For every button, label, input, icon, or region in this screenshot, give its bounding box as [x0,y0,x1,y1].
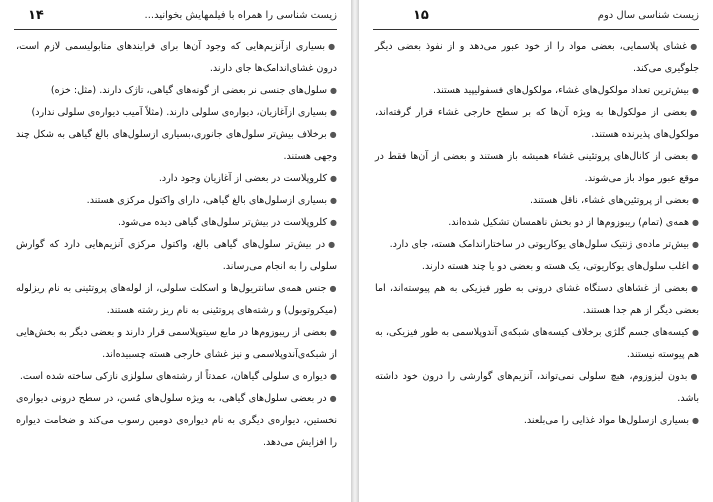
book-gutter [351,0,359,502]
bullet-icon: ● [329,284,337,293]
paragraph-text: دیواره ی سلولی گیاهان، عمدتاً از رشته‌های سلولزی نازکی ساخته شده است. [19,371,328,382]
paragraph-text: بسیاری ازسلول‌ها مواد غذایی را می‌بلعند. [523,415,690,426]
left-page-header [14,6,337,28]
bullet-icon: ● [692,86,699,95]
paragraph [375,234,699,256]
paragraph [16,36,337,80]
bullet-icon: ● [330,372,337,381]
paragraph-text: بدون لیزوزوم، هیچ سلولی نمی‌تواند، آنزیم‌های گوارشی را درون خود داشته باشد. [375,371,699,404]
paragraph [16,278,337,322]
left-header-divider [14,29,337,30]
left-page-body [16,36,337,454]
paragraph-text: بسیاری ازسلول‌های بالغ گیاهی، دارای واکتول مرکزی هستند. [86,195,328,206]
paragraph-text: کلروپلاست در بعضی از آغازیان وجود دارد. [158,173,328,184]
paragraph [375,146,699,190]
paragraph [375,322,699,366]
right-page [359,0,713,502]
paragraph-text: بسیاری ازآنزیم‌هایی که وجود آن‌ها برای فرایندهای متابولیسمی لازم است، درون غشای‌اندامک‌ها جای دارند. [16,41,337,74]
paragraph-text: بیش‌تر ماده‌ی ژنتیک سلول‌های یوکاریوتی در ساختاراندامک هسته، جای دارد. [389,239,690,250]
bullet-icon: ● [691,328,700,337]
paragraph [16,80,337,102]
paragraph [16,234,337,278]
paragraph-text: بیش‌ترین تعداد مولکول‌های غشاء، مولکول‌های فسفولیپید هستند. [433,85,690,96]
bullet-icon: ● [330,174,337,183]
paragraph [375,212,699,234]
paragraph [16,124,337,168]
bullet-icon: ● [692,262,699,271]
paragraph-text: کلروپلاست در بیش‌تر سلول‌های گیاهی دیده می‌شود. [118,217,328,228]
paragraph [375,80,699,102]
paragraph-text: بعضی از غشاهای دستگاه غشای درونی به طور فیزیکی به هم پیوسته‌اند، اما بعضی دیگر از هم جدا هستند. [375,283,699,316]
paragraph [375,36,699,80]
bullet-icon: ● [692,218,699,227]
bullet-icon: ● [690,108,699,117]
bullet-icon: ● [329,394,337,403]
bullet-icon: ● [329,130,337,139]
bullet-icon: ● [328,42,337,51]
paragraph-text: کیسه‌های جسم گلژی برخلاف کیسه‌های شبکه‌ی آندوپلاسمی به طور فیزیکی، به هم پیوسته نیستند. [375,327,699,360]
paragraph-text: در بیش‌تر سلول‌های گیاهی بالغ، واکتول مرکزی آنزیم‌هایی دارد که گوارش سلولی را به انجام می‌رساند. [16,239,337,272]
bullet-icon: ● [330,196,337,205]
paragraph-text: بسیاری ازآغازیان، دیواره‌ی سلولی دارند. (مثلاً آمیب دیواره‌ی سلولی ندارد) [31,107,328,118]
bullet-icon: ● [330,218,337,227]
right-page-header-title: زیست شناسی سال دوم [597,10,699,21]
paragraph [375,366,699,410]
bullet-icon: ● [692,196,699,205]
bullet-icon: ● [330,108,337,117]
paragraph-text: بعضی از کانال‌های پروتئینی غشاء همیشه باز هستند و بعضی از آن‌ها فقط در موقع عبور مواد باز می‌شوند. [375,151,699,184]
paragraph [16,102,337,124]
paragraph-text: در بعضی سلول‌های گیاهی، به ویژه سلول‌های مُسن، در سطح درونی دیواره‌ی نخستین، دیواره‌ی دیگری به نام دیواره‌ی دومین رسوب می‌کند و ضخامت دیواره را افزایش می‌دهد. [16,393,337,448]
bullet-icon: ● [329,328,337,337]
paragraph [16,168,337,190]
paragraph-text: سلول‌های جنسی نر بعضی از گونه‌های گیاهی، تاژک دارند. (مثل: خزه) [50,85,328,96]
bullet-icon: ● [692,240,699,249]
bullet-icon: ● [692,416,699,425]
paragraph [16,388,337,454]
right-page-body [375,36,699,432]
paragraph-text: اغلب سلول‌های یوکاریوتی، یک هسته و بعضی دو یا چند هسته دارند. [421,261,690,272]
paragraph-text: بعضی از ریبوزوم‌ها در مایع سیتوپلاسمی قرار دارند و بعضی دیگر به بخش‌هایی از شبکه‌ی‌آندوپلاسمی و نیز غشای خارجی هسته چسبیده‌اند. [16,327,337,360]
bullet-icon: ● [690,284,699,293]
paragraph-text: همه‌ی (تمام) ریبوزوم‌ها از دو بخش ناهمسان تشکیل شده‌اند. [448,217,690,228]
paragraph-text: برخلاف بیش‌تر سلول‌های جانوری،بسیاری ازسلول‌های بالغ گیاهی به شکل چند وجهی هستند. [16,129,337,162]
right-page-number: ۱۵ [413,8,429,23]
bullet-icon: ● [690,372,700,381]
paragraph [16,190,337,212]
paragraph-text: بعضی از پروتئین‌های غشاء، ناقل هستند. [529,195,690,206]
bullet-icon: ● [691,152,700,161]
paragraph [16,366,337,388]
bullet-icon: ● [330,86,337,95]
paragraph-text: بعضی از مولکول‌ها به ویژه آن‌ها که بر سطح خارجی غشاء قرار گرفته‌اند، مولکول‌های پذیرنده هستند. [375,107,699,140]
paragraph [375,190,699,212]
left-page-header-title: زیست شناسی را همراه با فیلمهایش بخوانید... [144,10,337,21]
paragraph [375,102,699,146]
paragraph-text: جنس همه‌ی سانتریول‌ها و اسکلت سلولی، از لوله‌های پروتئینی به نام ریزلوله (میکروتوبول) و رشته‌های پروتئینی به نام ریز رشته هستند. [16,283,337,316]
paragraph [375,278,699,322]
paragraph [375,410,699,432]
right-header-divider [373,29,699,30]
paragraph [375,256,699,278]
bullet-icon: ● [690,42,700,51]
left-page-number: ۱۴ [28,8,44,23]
paragraph-text: غشای پلاسمایی، بعضی مواد را از خود عبور می‌دهد و از نفوذ بعضی دیگر جلوگیری می‌کند. [375,41,699,74]
paragraph [16,322,337,366]
right-page-header [373,6,699,28]
bullet-icon: ● [328,240,337,249]
paragraph [16,212,337,234]
left-page [0,0,351,502]
